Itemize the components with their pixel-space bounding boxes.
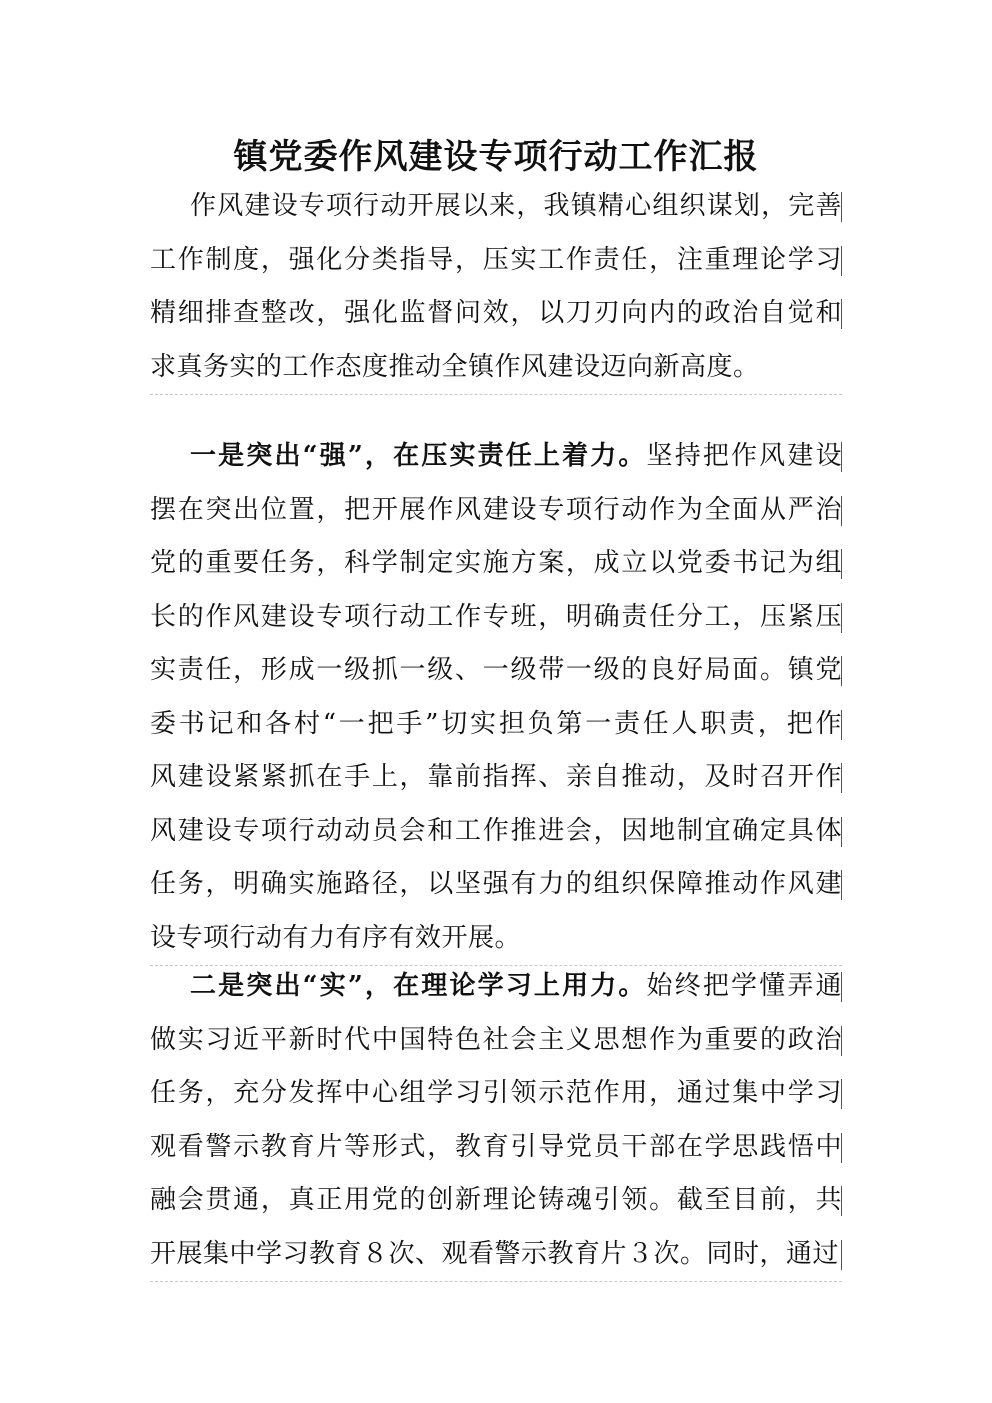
section-heading: 一是突出“强”，在压实责任上着力。: [190, 441, 647, 471]
paragraph-line: 工作制度，强化分类指导，压实工作责任，注重理论学习: [150, 234, 842, 288]
paragraph-line: 精细排查整改，强化监督问效，以刀刃向内的政治自觉和: [150, 287, 842, 341]
paragraph-line: 风建设紧紧抓在手上，靠前指挥、亲自推动，及时召开作: [150, 751, 842, 805]
paragraph-line: 实责任，形成一级抓一级、一级带一级的良好局面。镇党: [150, 644, 842, 698]
paragraph-responsibility: [150, 430, 842, 966]
paragraph-first-line: [150, 430, 842, 484]
paragraph-line: 党的重要任务，科学制定实施方案，成立以党委书记为组: [150, 537, 842, 591]
paragraph-line: 观看警示教育片等形式，教育引导党员干部在学思践悟中: [150, 1121, 842, 1175]
paragraph-first-line: [150, 960, 842, 1014]
paragraph-line: 开展集中学习教育８次、观看警示教育片３次。同时，通过: [150, 1228, 842, 1282]
paragraph-text: 始终把学懂弄通: [646, 971, 842, 1001]
paragraph-line: 长的作风建设专项行动工作专班，明确责任分工，压紧压: [150, 591, 842, 645]
paragraph-line: 做实习近平新时代中国特色社会主义思想作为重要的政治: [150, 1014, 842, 1068]
paragraph-intro: [150, 180, 842, 395]
paragraph-line: 作风建设专项行动开展以来，我镇精心组织谋划，完善: [150, 180, 842, 234]
paragraph-line: 融会贯通，真正用党的创新理论铸魂引领。截至目前，共: [150, 1174, 842, 1228]
paragraph-line: 摆在突出位置，把开展作风建设专项行动作为全面从严治: [150, 484, 842, 538]
paragraph-line: 委书记和各村“一把手”切实担负第一责任人职责，把作: [150, 698, 842, 752]
paragraph-line: 风建设专项行动动员会和工作推进会，因地制宜确定具体: [150, 805, 842, 859]
paragraph-theory-study: [150, 960, 842, 1282]
section-heading: 二是突出“实”，在理论学习上用力。: [190, 971, 647, 1001]
document-title: 镇党委作风建设专项行动工作汇报: [233, 137, 759, 177]
paragraph-line: 任务，明确实施路径，以坚强有力的组织保障推动作风建: [150, 858, 842, 912]
paragraph-text: 坚持把作风建设: [646, 441, 842, 471]
paragraph-line: 任务，充分发挥中心组学习引领示范作用，通过集中学习: [150, 1067, 842, 1121]
paragraph-line: 求真务实的工作态度推动全镇作风建设迈向新高度。: [150, 351, 760, 382]
paragraph-line: 设专项行动有力有序有效开展。: [150, 922, 522, 953]
